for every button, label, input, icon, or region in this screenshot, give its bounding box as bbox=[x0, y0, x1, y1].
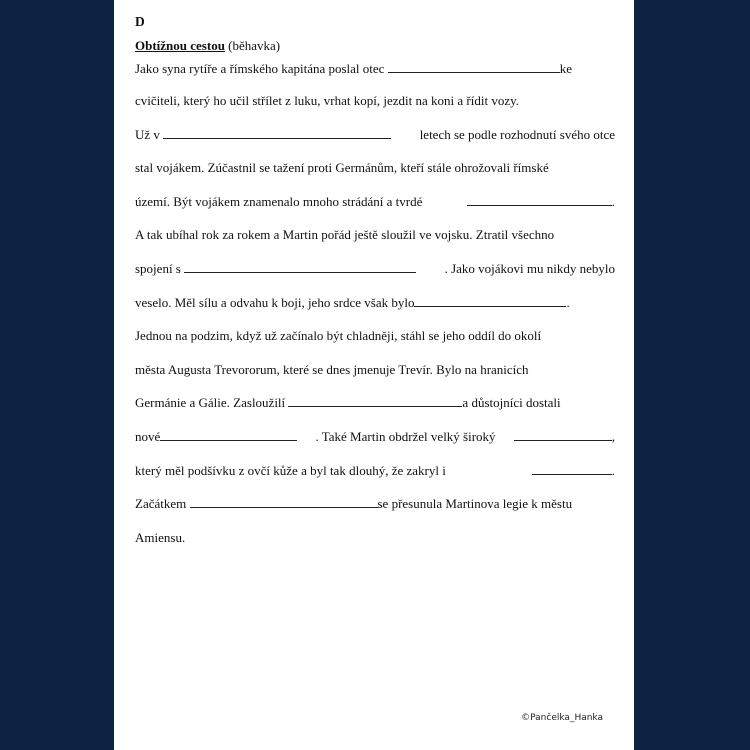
exercise-subtitle: (běhavka) bbox=[224, 38, 281, 53]
text-segment: a důstojníci dostali bbox=[462, 395, 561, 411]
text-line-1 bbox=[135, 54, 615, 84]
text-line-5 bbox=[135, 185, 615, 219]
blank-field-3[interactable] bbox=[467, 194, 612, 206]
text-segment: nové bbox=[135, 428, 161, 444]
text-line-9 bbox=[135, 319, 615, 353]
text-segment: cvičiteli, který ho učil střílet z luku, vrhat kopí, jezdit na koni a řídit vozy. bbox=[135, 93, 520, 108]
text-segment: Už v bbox=[135, 126, 164, 142]
blank-field-8[interactable] bbox=[514, 429, 612, 441]
text-segment: ke bbox=[559, 61, 572, 76]
text-line-14 bbox=[135, 487, 615, 521]
blank-field-2[interactable] bbox=[163, 127, 391, 139]
blank-field-5[interactable] bbox=[414, 295, 566, 307]
text-segment: Začátkem bbox=[135, 496, 190, 512]
text-segment: A tak ubíhal rok za rokem a Martin pořád ještě sloužil ve vojsku. Ztratil všechno bbox=[135, 227, 555, 243]
text-line-10 bbox=[135, 353, 615, 387]
text-segment: který měl podšívku z ovčí kůže a byl tak dlouhý, že zakryl i bbox=[135, 462, 446, 478]
text-line-12 bbox=[135, 420, 615, 454]
text-segment: . bbox=[611, 462, 615, 478]
text-segment: . Také Martin obdržel velký široký bbox=[315, 428, 496, 444]
text-line-2 bbox=[135, 84, 615, 118]
text-segment: spojení s bbox=[135, 260, 185, 276]
worksheet-content bbox=[135, 14, 615, 554]
text-segment: území. Být vojákem znamenalo mnoho strádání a tvrdé bbox=[135, 193, 423, 209]
text-line-13 bbox=[135, 454, 615, 488]
text-segment: , bbox=[611, 428, 615, 444]
text-segment: města Augusta Trevororum, které se dnes jmenuje Trevír. Bylo na hranicích bbox=[135, 361, 529, 377]
blank-field-6[interactable] bbox=[288, 395, 462, 407]
text-segment: Germánie a Gálie. Zasloužilí bbox=[135, 395, 289, 411]
blank-field-7[interactable] bbox=[160, 429, 297, 441]
blank-field-1[interactable] bbox=[388, 61, 560, 73]
text-segment: Jednou na podzim, když už začínalo být chladněji, stáhl se jeho oddíl do okolí bbox=[135, 328, 542, 344]
text-segment: Amiensu. bbox=[135, 529, 186, 545]
text-segment: veselo. Měl sílu a odvahu k boji, jeho srdce však bylo bbox=[135, 294, 415, 310]
blank-field-10[interactable] bbox=[190, 496, 378, 508]
text-line-4 bbox=[135, 151, 615, 185]
exercise-title: Obtížnou cestou bbox=[135, 38, 225, 53]
text-segment: . Jako vojákovi mu nikdy nebylo bbox=[444, 260, 615, 276]
text-line-11 bbox=[135, 386, 615, 420]
blank-field-9[interactable] bbox=[532, 463, 612, 475]
section-letter: D bbox=[135, 14, 145, 29]
text-segment: . bbox=[611, 193, 615, 209]
blank-field-4[interactable] bbox=[184, 261, 416, 273]
text-segment: stal vojákem. Zúčastnil se tažení proti Germánům, kteří stále ohrožovali římské bbox=[135, 160, 549, 176]
exercise-heading bbox=[135, 38, 615, 54]
text-segment: Jako syna rytíře a římského kapitána poslal otec bbox=[135, 61, 388, 76]
text-line-8 bbox=[135, 286, 615, 320]
copyright-footer: ©Pančelka_Hanka bbox=[521, 713, 603, 723]
text-line-7 bbox=[135, 252, 615, 286]
text-line-6 bbox=[135, 218, 615, 252]
text-line-3 bbox=[135, 118, 615, 152]
worksheet-page bbox=[114, 0, 634, 750]
text-line-15 bbox=[135, 521, 615, 555]
text-segment: se přesunula Martinova legie k městu bbox=[377, 496, 573, 512]
text-segment: . bbox=[566, 294, 570, 310]
text-segment: letech se podle rozhodnutí svého otce bbox=[419, 126, 615, 142]
